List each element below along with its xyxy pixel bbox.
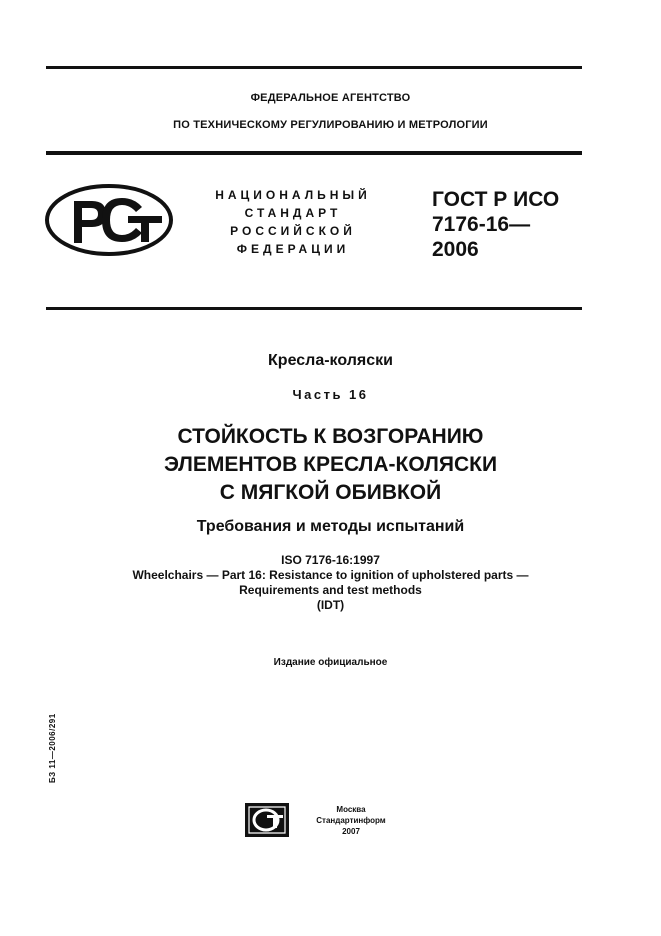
iso-reference bbox=[0, 553, 661, 613]
subtitle: Требования и методы испытаний bbox=[196, 518, 465, 535]
side-code: БЗ 11—2006/291 bbox=[48, 713, 57, 783]
gost-code bbox=[432, 187, 559, 262]
emblem-rule bbox=[46, 307, 582, 310]
agency-line-2: ПО ТЕХНИЧЕСКОМУ РЕГУЛИРОВАНИЮ И МЕТРОЛОГИИ bbox=[173, 119, 488, 131]
agency-line-1: ФЕДЕРАЛЬНОЕ АГЕНТСТВО bbox=[250, 92, 411, 104]
national-standard-line: СТАНДАРТ bbox=[244, 206, 342, 220]
national-standard-line: НАЦИОНАЛЬНЫЙ bbox=[215, 188, 371, 202]
english-title-line: Requirements and test methods bbox=[239, 583, 422, 597]
gost-code-line: 2006 bbox=[432, 238, 479, 261]
main-title-line: С МЯГКОЙ ОБИВКОЙ bbox=[219, 481, 442, 504]
header-rule bbox=[46, 151, 582, 155]
main-title-line: СТОЙКОСТЬ К ВОЗГОРАНИЮ bbox=[177, 425, 484, 448]
national-standard-line: РОССИЙСКОЙ bbox=[230, 224, 356, 238]
gost-code-line: 7176-16— bbox=[432, 213, 531, 236]
english-title-line: Wheelchairs — Part 16: Resistance to ignition of upholstered parts — bbox=[132, 568, 529, 582]
part-number: Часть 16 bbox=[292, 387, 369, 402]
publisher-name: Стандартинформ bbox=[316, 816, 386, 825]
national-standard-label bbox=[206, 186, 380, 258]
standartinform-logo-icon bbox=[245, 803, 289, 837]
national-standard-line: ФЕДЕРАЦИИ bbox=[236, 242, 350, 256]
gost-code-line: ГОСТ Р ИСО bbox=[432, 188, 560, 211]
publisher-city: Москва bbox=[336, 805, 366, 814]
main-title-line: ЭЛЕМЕНТОВ КРЕСЛА-КОЛЯСКИ bbox=[163, 453, 498, 476]
main-title bbox=[0, 423, 661, 507]
publisher-info bbox=[306, 804, 396, 837]
iso-number: ISO 7176-16:1997 bbox=[281, 553, 380, 567]
top-rule bbox=[46, 66, 582, 69]
rst-gost-emblem-icon bbox=[44, 183, 174, 257]
identity-mark: (IDT) bbox=[316, 598, 345, 612]
document-title: Кресла-коляски bbox=[268, 352, 393, 369]
publisher-year: 2007 bbox=[342, 827, 360, 836]
edition-label: Издание официальное bbox=[273, 657, 388, 668]
